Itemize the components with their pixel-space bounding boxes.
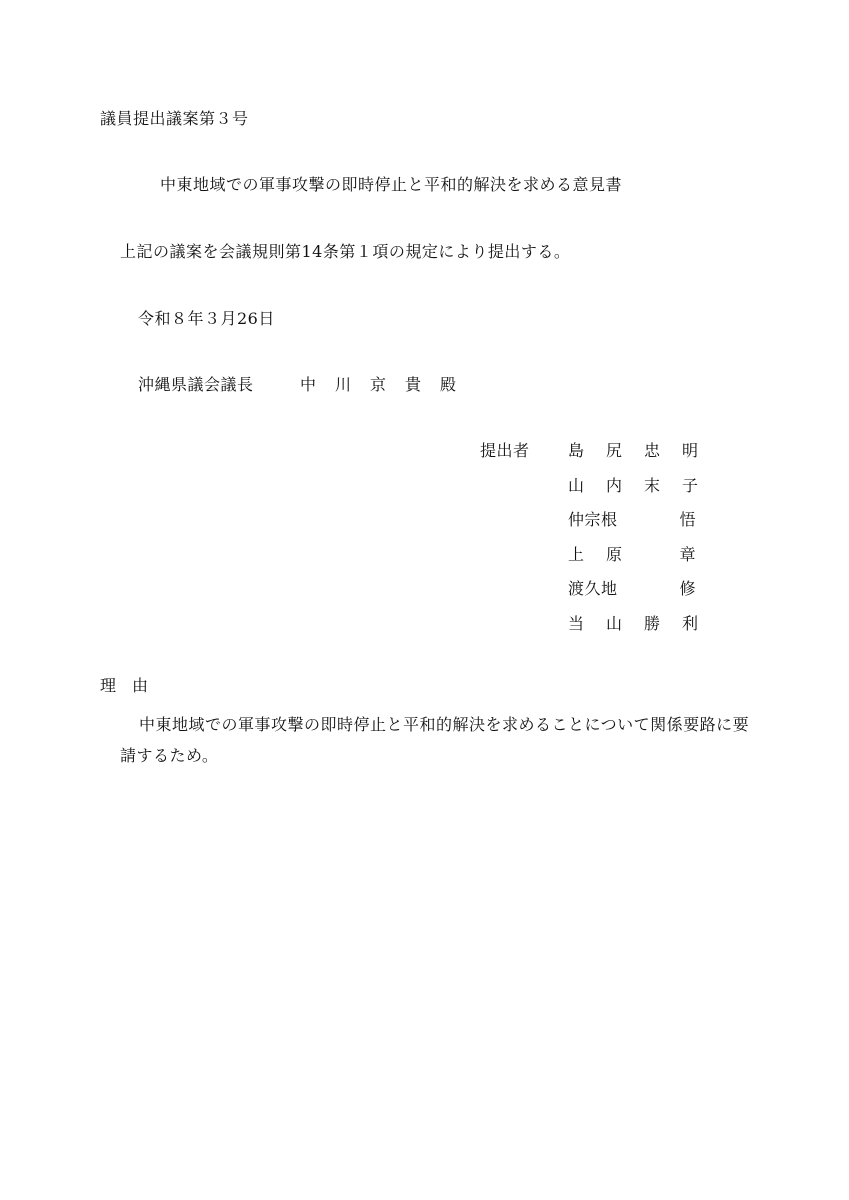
addressee-honorific: 殿	[440, 375, 457, 394]
submitter-given-name: 末子	[644, 475, 721, 495]
submitter-surname: 渡久地	[568, 579, 618, 599]
bill-number: 議員提出議案第３号	[100, 109, 249, 128]
reason-body: 中東地域での軍事攻撃の即時停止と平和的解決を求めることについて関係要路に要請するため。	[120, 715, 750, 765]
submission-date: 令和８年３月26日	[138, 309, 275, 328]
submitter-row	[568, 510, 696, 530]
reason-heading	[100, 676, 164, 696]
submitter-surname: 山内	[568, 475, 645, 495]
addressee-organization: 沖縄県議会議長	[138, 375, 254, 394]
addressee	[138, 375, 457, 395]
reason-heading-text: 理由	[100, 676, 165, 695]
submitter-given-name: 章	[679, 544, 696, 564]
submitter-surname: 仲宗根	[568, 510, 618, 530]
submitter-given-name: 勝利	[644, 613, 721, 633]
submitter-row	[568, 579, 696, 599]
submitter-given-name: 忠明	[644, 441, 721, 460]
submitter-row	[568, 613, 721, 634]
submitter-given-name: 修	[679, 579, 696, 599]
submitter-surname: 上原	[568, 544, 645, 564]
submitter-row	[568, 475, 721, 496]
submitter-row	[568, 545, 696, 565]
submitter-surname: 島尻	[568, 441, 645, 460]
bill-title: 中東地域での軍事攻撃の即時停止と平和的解決を求める意見書	[160, 175, 623, 194]
addressee-name: 中川京貴	[300, 375, 441, 394]
submitter-list	[568, 441, 721, 649]
submission-statement: 上記の議案を会議規則第14条第１項の規定により提出する。	[120, 242, 571, 261]
submitter-surname: 当山	[568, 613, 645, 633]
submitter-label: 提出者	[480, 441, 530, 460]
submitter-given-name: 悟	[679, 510, 696, 530]
submitter-row	[568, 441, 721, 461]
